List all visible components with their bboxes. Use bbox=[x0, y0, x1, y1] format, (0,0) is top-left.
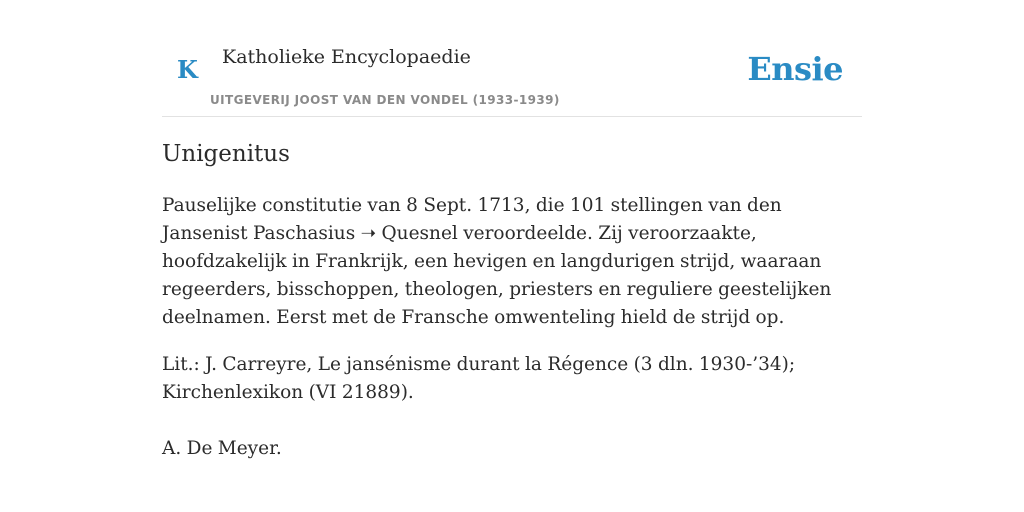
article-body bbox=[162, 192, 862, 332]
publisher-label: UITGEVERIJ JOOST VAN DEN VONDEL (1933-1939) bbox=[210, 93, 560, 107]
article-title: Unigenitus bbox=[162, 141, 290, 167]
article bbox=[162, 138, 862, 463]
site-header bbox=[162, 40, 862, 117]
body-text-part1: Pauselijke constitutie van 8 Sept. 1713, die 101 stellingen van den Jansenist Paschasius bbox=[162, 195, 782, 244]
book-title-link[interactable]: Katholieke Encyclopaedie bbox=[222, 46, 471, 68]
book-logo[interactable]: K bbox=[177, 55, 198, 84]
cross-reference-arrow-icon: ➝ bbox=[360, 223, 377, 244]
article-author: A. De Meyer. bbox=[162, 438, 282, 459]
ensie-logo[interactable]: Ensie bbox=[747, 50, 843, 88]
cross-reference-link[interactable]: Quesnel bbox=[381, 223, 458, 244]
literature-reference: Lit.: J. Carreyre, Le jansénisme durant la Régence (3 dln. 1930-’34); Kirchenlexikon (VI 21889). bbox=[162, 354, 796, 403]
body-text-part2: veroordeelde. Zij veroorzaakte, hoofdzakelijk in Frankrijk, een hevigen en langdurigen strijd, waaraan regeerders, bisschoppen, theologen, priesters en reguliere geestelijken deelnamen. Eerst met de Fransche omwenteling hield de strijd op. bbox=[162, 223, 832, 328]
